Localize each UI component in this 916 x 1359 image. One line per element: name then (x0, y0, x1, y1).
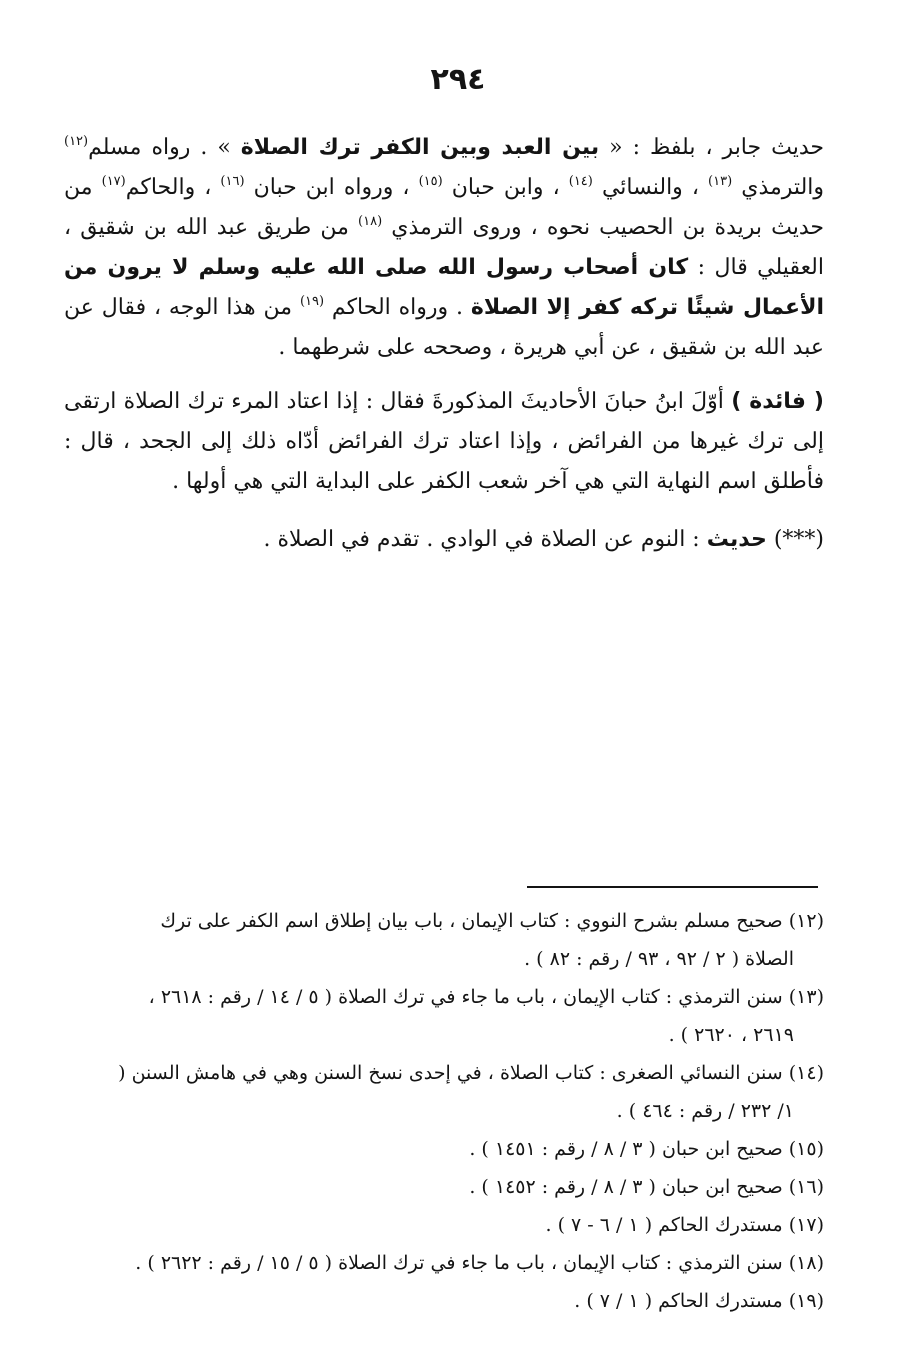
hadith-quote: كان أصحاب رسول الله صلى الله عليه وسلم لا يرون من الأعمال شيئًا تركه كفر إلا الصلاة (64, 255, 825, 320)
footnote-ref-17: (١٧) (101, 174, 126, 189)
text: حديث جابر ، بلفظ : « (599, 135, 824, 160)
paragraph-faida (64, 382, 824, 502)
footnote-14: (١٤) سنن النسائي الصغرى : كتاب الصلاة ، في إحدى نسخ السنن وهي في هامش السنن ( (118, 1062, 824, 1084)
footnote-12-cont: الصلاة ( ٢ / ٩٢ ، ٩٣ / رقم : ٨٢ ) . (524, 948, 794, 970)
text: والترمذي (732, 175, 825, 200)
footnote-ref-18: (١٨) (358, 214, 383, 229)
text: : النوم عن الصلاة في الوادي . تقدم في الصلاة . (263, 527, 707, 552)
paragraph-hadith-jabir (64, 128, 824, 368)
footnote-separator (527, 886, 818, 888)
text: أوّلَ ابنُ حبانَ الأحاديثَ المذكورةَ فقال : إذا اعتاد المرء ترك الصلاة ارتقى إلى ترك غيرها من الفرائض ، وإذا اعتاد ترك الفرائض أدّاه ذلك إلى الجحد ، قال : فأطلق اسم النهاية التي هي آخر شعب الكفر على البداية التي هي أولها . (64, 389, 824, 494)
footnote-ref-13: (١٣) (708, 174, 733, 189)
text: ، ورواه ابن حبان (244, 175, 419, 200)
text: من حديث بريدة بن الحصيب نحوه ، وروى الترمذي (64, 175, 824, 240)
text: من طريق عبد الله بن شقيق ، العقيلي قال : (64, 215, 824, 280)
footnote-ref-19: (١٩) (299, 294, 325, 309)
footnote-16: (١٦) صحيح ابن حبان ( ٣ / ٨ / رقم : ١٤٥٢ ) . (469, 1176, 824, 1198)
faida-heading: ( فائدة ) (731, 389, 824, 414)
footnote-12: (١٢) صحيح مسلم بشرح النووي : كتاب الإيمان ، باب بيان إطلاق اسم الكفر على ترك (160, 910, 824, 932)
text: ، وابن حبان (442, 175, 569, 200)
text: (***) (766, 527, 824, 552)
footnotes (64, 902, 824, 1320)
text: من هذا الوجه ، فقال عن عبد الله بن شقيق ، عن أبي هريرة ، وصححه على شرطهما . (64, 295, 824, 360)
footnote-14-cont: ١/ ٢٣٢ / رقم : ٤٦٤ ) . (616, 1100, 794, 1122)
text: . ورواه الحاكم (324, 295, 471, 320)
footnote-18: (١٨) سنن الترمذي : كتاب الإيمان ، باب ما جاء في ترك الصلاة ( ٥ / ١٥ / رقم : ٢٦٢٢ ) . (135, 1252, 824, 1274)
footnote-ref-12: (١٢) (64, 134, 89, 149)
footnote-17: (١٧) مستدرك الحاكم ( ١ / ٦ - ٧ ) . (545, 1214, 824, 1236)
footnote-13: (١٣) سنن الترمذي : كتاب الإيمان ، باب ما جاء في ترك الصلاة ( ٥ / ١٤ / رقم : ٢٦١٨ ، (148, 986, 824, 1008)
paragraph-hadith-sleep (64, 520, 824, 560)
footnote-ref-14: (١٤) (568, 174, 593, 189)
text: » . رواه مسلم (88, 135, 241, 160)
text: ، والنسائي (592, 175, 709, 200)
footnote-19: (١٩) مستدرك الحاكم ( ١ / ٧ ) . (574, 1290, 824, 1312)
text: ، والحاكم (125, 175, 221, 200)
hadith-quote: بين العبد وبين الكفر ترك الصلاة (240, 135, 600, 160)
page-number: ٢٩٤ (430, 62, 486, 97)
footnote-15: (١٥) صحيح ابن حبان ( ٣ / ٨ / رقم : ١٤٥١ ) . (469, 1138, 824, 1160)
footnote-ref-15: (١٥) (418, 174, 443, 189)
footnote-13-cont: ٢٦١٩ ، ٢٦٢٠ ) . (668, 1024, 794, 1046)
hadith-heading: حديث (706, 527, 767, 552)
footnote-ref-16: (١٦) (220, 174, 245, 189)
main-text (64, 128, 824, 560)
